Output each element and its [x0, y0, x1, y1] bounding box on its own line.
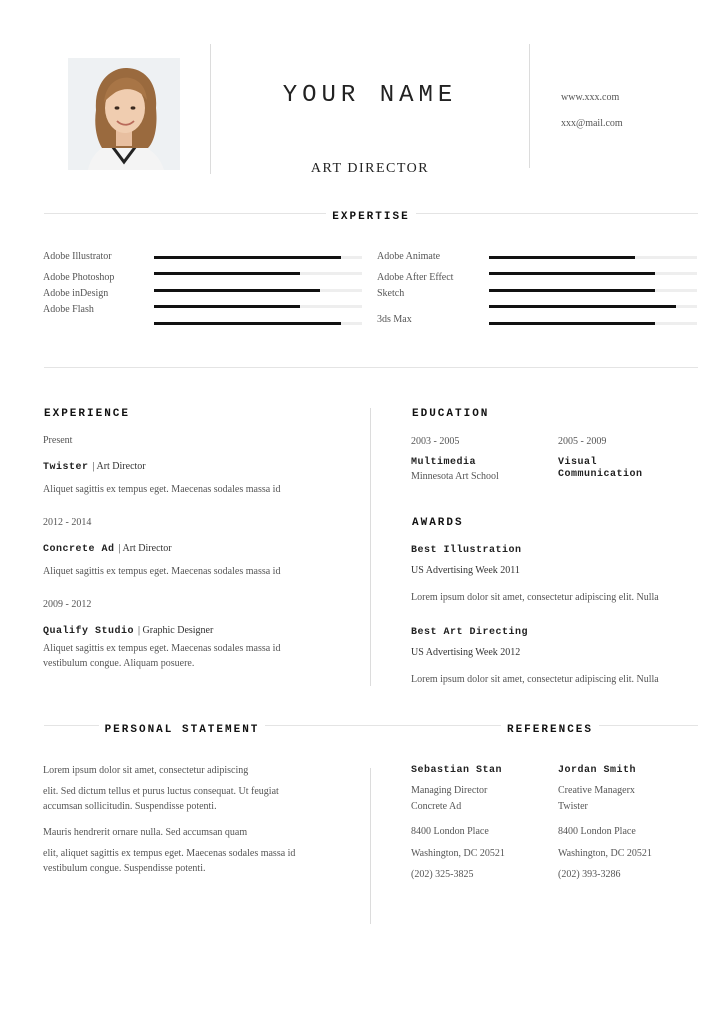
header-divider-left	[210, 44, 211, 174]
exp-1-desc: Aliquet sagittis ex tempus eget. Maecenas sodales massa id	[43, 484, 281, 495]
skill-bar-track	[489, 305, 697, 308]
name-heading: YOUR NAME	[282, 82, 458, 109]
skill-label: Adobe Illustrator	[43, 251, 112, 262]
skill-bar-track	[154, 305, 362, 308]
statement-line-1: Lorem ipsum dolor sit amet, consectetur adipiscing	[43, 765, 249, 776]
skill-bar-fill	[154, 256, 341, 259]
skill-bar-fill	[489, 256, 635, 259]
ref-2-city: Washington, DC 20521	[558, 848, 652, 859]
skill-bar-track	[489, 289, 697, 292]
edu-1-field: Multimedia	[411, 457, 477, 468]
edu-2-field: Visual	[558, 457, 598, 468]
exp-2-period: 2012 - 2014	[43, 517, 92, 528]
ref-2-company: Twister	[558, 801, 588, 812]
exp-3-period: 2009 - 2012	[43, 599, 92, 610]
website-link[interactable]: www.xxx.com	[561, 92, 620, 103]
exp-2-company: Concrete Ad	[43, 544, 115, 555]
edu-1-period: 2003 - 2005	[411, 436, 460, 447]
skill-bar-fill	[154, 289, 320, 292]
edu-2-field-2: Communication	[558, 469, 643, 480]
expertise-heading: EXPERTISE	[326, 211, 415, 223]
edu-2-period: 2005 - 2009	[558, 436, 607, 447]
skill-bar-track	[154, 289, 362, 292]
job-title: ART DIRECTOR	[310, 161, 430, 176]
skill-bar-fill	[489, 305, 676, 308]
ref-2-phone: (202) 393-3286	[558, 869, 621, 880]
statement-heading: PERSONAL STATEMENT	[99, 724, 266, 736]
exp-2-desc: Aliquet sagittis ex tempus eget. Maecenas sodales massa id	[43, 566, 281, 577]
education-heading: EDUCATION	[406, 408, 495, 420]
skill-label: 3ds Max	[377, 314, 412, 325]
skill-bar-fill	[489, 272, 655, 275]
award-2-title: Best Art Directing	[411, 627, 529, 638]
award-2-desc: Lorem ipsum dolor sit amet, consectetur adipiscing elit. Nulla	[411, 674, 659, 685]
statement-line-4: Mauris hendrerit ornare nulla. Sed accumsan quam	[43, 827, 248, 838]
ref-2-position: Creative Managerx	[558, 785, 635, 796]
skill-label: Adobe Animate	[377, 251, 441, 262]
skill-bar-track	[154, 272, 362, 275]
skill-label: Adobe inDesign	[43, 288, 109, 299]
edu-1-school: Minnesota Art School	[411, 471, 499, 482]
references-heading: REFERENCES	[501, 724, 599, 736]
ref-1-phone: (202) 325-3825	[411, 869, 474, 880]
award-2-event: US Advertising Week 2012	[411, 647, 521, 658]
ref-1-address: 8400 London Place	[411, 826, 489, 837]
skill-bar-fill	[154, 322, 341, 325]
skill-bar-fill	[489, 289, 655, 292]
ref-1-position: Managing Director	[411, 785, 488, 796]
statement-line-2: elit. Sed dictum tellus et purus luctus consequat. Ut feugiat	[43, 786, 279, 797]
statement-line-6: vestibulum congue. Suspendisse potenti.	[43, 863, 206, 874]
header-divider-right	[529, 44, 530, 168]
skill-bar-fill	[154, 272, 300, 275]
exp-1-company: Twister	[43, 462, 89, 473]
exp-3-company: Qualify Studio	[43, 626, 135, 637]
statement-line-3: accumsan sollicitudin. Suspendisse potenti.	[43, 801, 217, 812]
skill-label: Sketch	[377, 288, 405, 299]
skill-bar-track	[154, 322, 362, 325]
skill-bar-track	[489, 322, 697, 325]
skill-bar-track	[154, 256, 362, 259]
award-1-title: Best Illustration	[411, 545, 522, 556]
bottom-divider	[370, 768, 371, 924]
ref-2-address: 8400 London Place	[558, 826, 636, 837]
award-1-event: US Advertising Week 2011	[411, 565, 520, 576]
ref-2-name: Jordan Smith	[558, 765, 637, 776]
skill-bar-track	[489, 256, 697, 259]
exp-3-role: | Graphic Designer	[138, 625, 214, 636]
ref-1-company: Concrete Ad	[411, 801, 462, 812]
skill-label: Adobe After Effect	[377, 272, 454, 283]
email-link[interactable]: xxx@mail.com	[561, 118, 623, 129]
statement-line-5: elit, aliquet sagittis ex tempus eget. Maecenas sodales massa id	[43, 848, 296, 859]
ref-1-city: Washington, DC 20521	[411, 848, 505, 859]
exp-3-desc-2: vestibulum congue. Aliquam posuere.	[43, 658, 195, 669]
award-1-desc: Lorem ipsum dolor sit amet, consectetur adipiscing elit. Nulla	[411, 592, 659, 603]
exp-2-role: | Art Director	[118, 543, 172, 554]
expertise-bottom-rule	[44, 367, 698, 368]
skill-label: Adobe Flash	[43, 304, 94, 315]
avatar-illustration	[68, 58, 180, 170]
skill-bar-track	[489, 272, 697, 275]
exp-3-desc: Aliquet sagittis ex tempus eget. Maecenas sodales massa id	[43, 643, 281, 654]
skill-bar-fill	[154, 305, 300, 308]
experience-heading: EXPERIENCE	[38, 408, 136, 420]
profile-photo	[68, 58, 180, 170]
skill-label: Adobe Photoshop	[43, 272, 115, 283]
middle-divider	[370, 408, 371, 686]
awards-heading: AWARDS	[406, 517, 470, 529]
skill-bar-fill	[489, 322, 655, 325]
ref-1-name: Sebastian Stan	[411, 765, 503, 776]
exp-1-role: | Art Director	[92, 461, 146, 472]
exp-1-period: Present	[43, 435, 73, 446]
